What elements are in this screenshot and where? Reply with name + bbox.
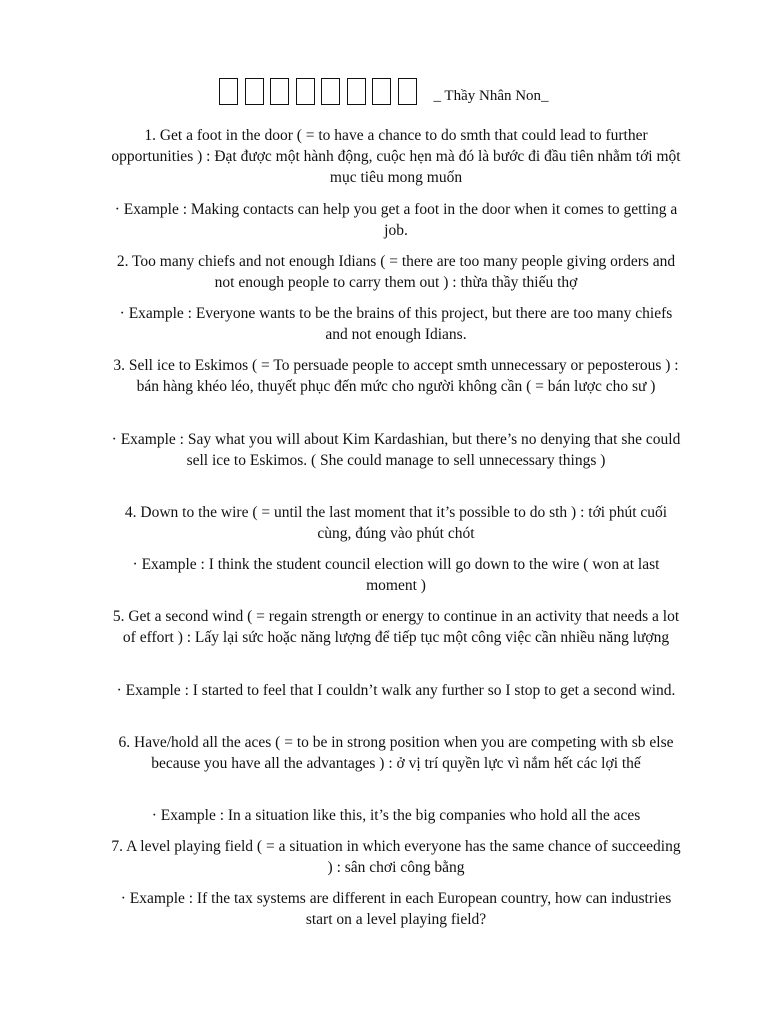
missing-glyph-box xyxy=(372,78,391,105)
idiom-7-example: · Example : If the tax systems are different in each European country, how can industries start on a level playing field? xyxy=(120,890,672,928)
idiom-5-example: · Example : I started to feel that I couldn’t walk any further so I stop to get a second wind. xyxy=(116,682,676,699)
idiom-1-definition: 1. Get a foot in the door ( = to have a chance to do smth that could lead to further opportunities ) : Đạt được một hành động, cuộc hẹn mà đó là bước đi đầu tiên nhằm tới một mục tiêu mong muốn xyxy=(111,127,681,186)
idiom-6-definition: 6. Have/hold all the aces ( = to be in strong position when you are competing with sb else because you have all the advantages ) : ở vị trí quyền lực vì nắm hết các lợi thế xyxy=(118,734,674,772)
idiom-4-definition: 4. Down to the wire ( = until the last moment that it’s possible to do sth ) : tới phút cuối cùng, đúng vào phút chót xyxy=(124,504,668,542)
idiom-2-example: · Example : Everyone wants to be the brains of this project, but there are too many chiefs and not enough Idians. xyxy=(119,305,673,343)
missing-glyph-box xyxy=(245,78,264,105)
idiom-2-definition: 2. Too many chiefs and not enough Idians ( = there are too many people giving orders and not enough people to carry them out ) : thừa thầy thiếu thợ xyxy=(116,253,676,291)
title-row xyxy=(0,78,768,105)
missing-glyph-box xyxy=(219,78,238,105)
missing-glyph-box xyxy=(270,78,289,105)
idiom-1-example: · Example : Making contacts can help you get a foot in the door when it comes to getting a job. xyxy=(114,201,678,239)
missing-glyph-box xyxy=(296,78,315,105)
missing-glyph-box xyxy=(321,78,340,105)
idiom-3-definition: 3. Sell ice to Eskimos ( = To persuade people to accept smth unnecessary or peposterous ) : bán hàng khéo léo, thuyết phục đến mức cho người không cần ( = bán lược cho sư ) xyxy=(113,357,679,395)
author-name: _ Thầy Nhân Non_ xyxy=(433,88,549,104)
idiom-7-definition: 7. A level playing field ( = a situation in which everyone has the same chance of succeeding ) : sân chơi công bằng xyxy=(111,838,681,876)
missing-glyph-title xyxy=(219,78,423,105)
idiom-6-example: · Example : In a situation like this, it’s the big companies who hold all the aces xyxy=(151,807,641,824)
missing-glyph-box xyxy=(347,78,366,105)
missing-glyph-box xyxy=(398,78,417,105)
idiom-5-definition: 5. Get a second wind ( = regain strength or energy to continue in an activity that needs a lot of effort ) : Lấy lại sức hoặc năng lượng để tiếp tục một công việc cần nhiều năng lượng xyxy=(112,608,680,646)
idiom-4-example: · Example : I think the student council election will go down to the wire ( won at last moment ) xyxy=(132,556,660,594)
idiom-3-example: · Example : Say what you will about Kim Kardashian, but there’s no denying that she could sell ice to Eskimos. ( She could manage to sell unnecessary things ) xyxy=(111,431,681,469)
